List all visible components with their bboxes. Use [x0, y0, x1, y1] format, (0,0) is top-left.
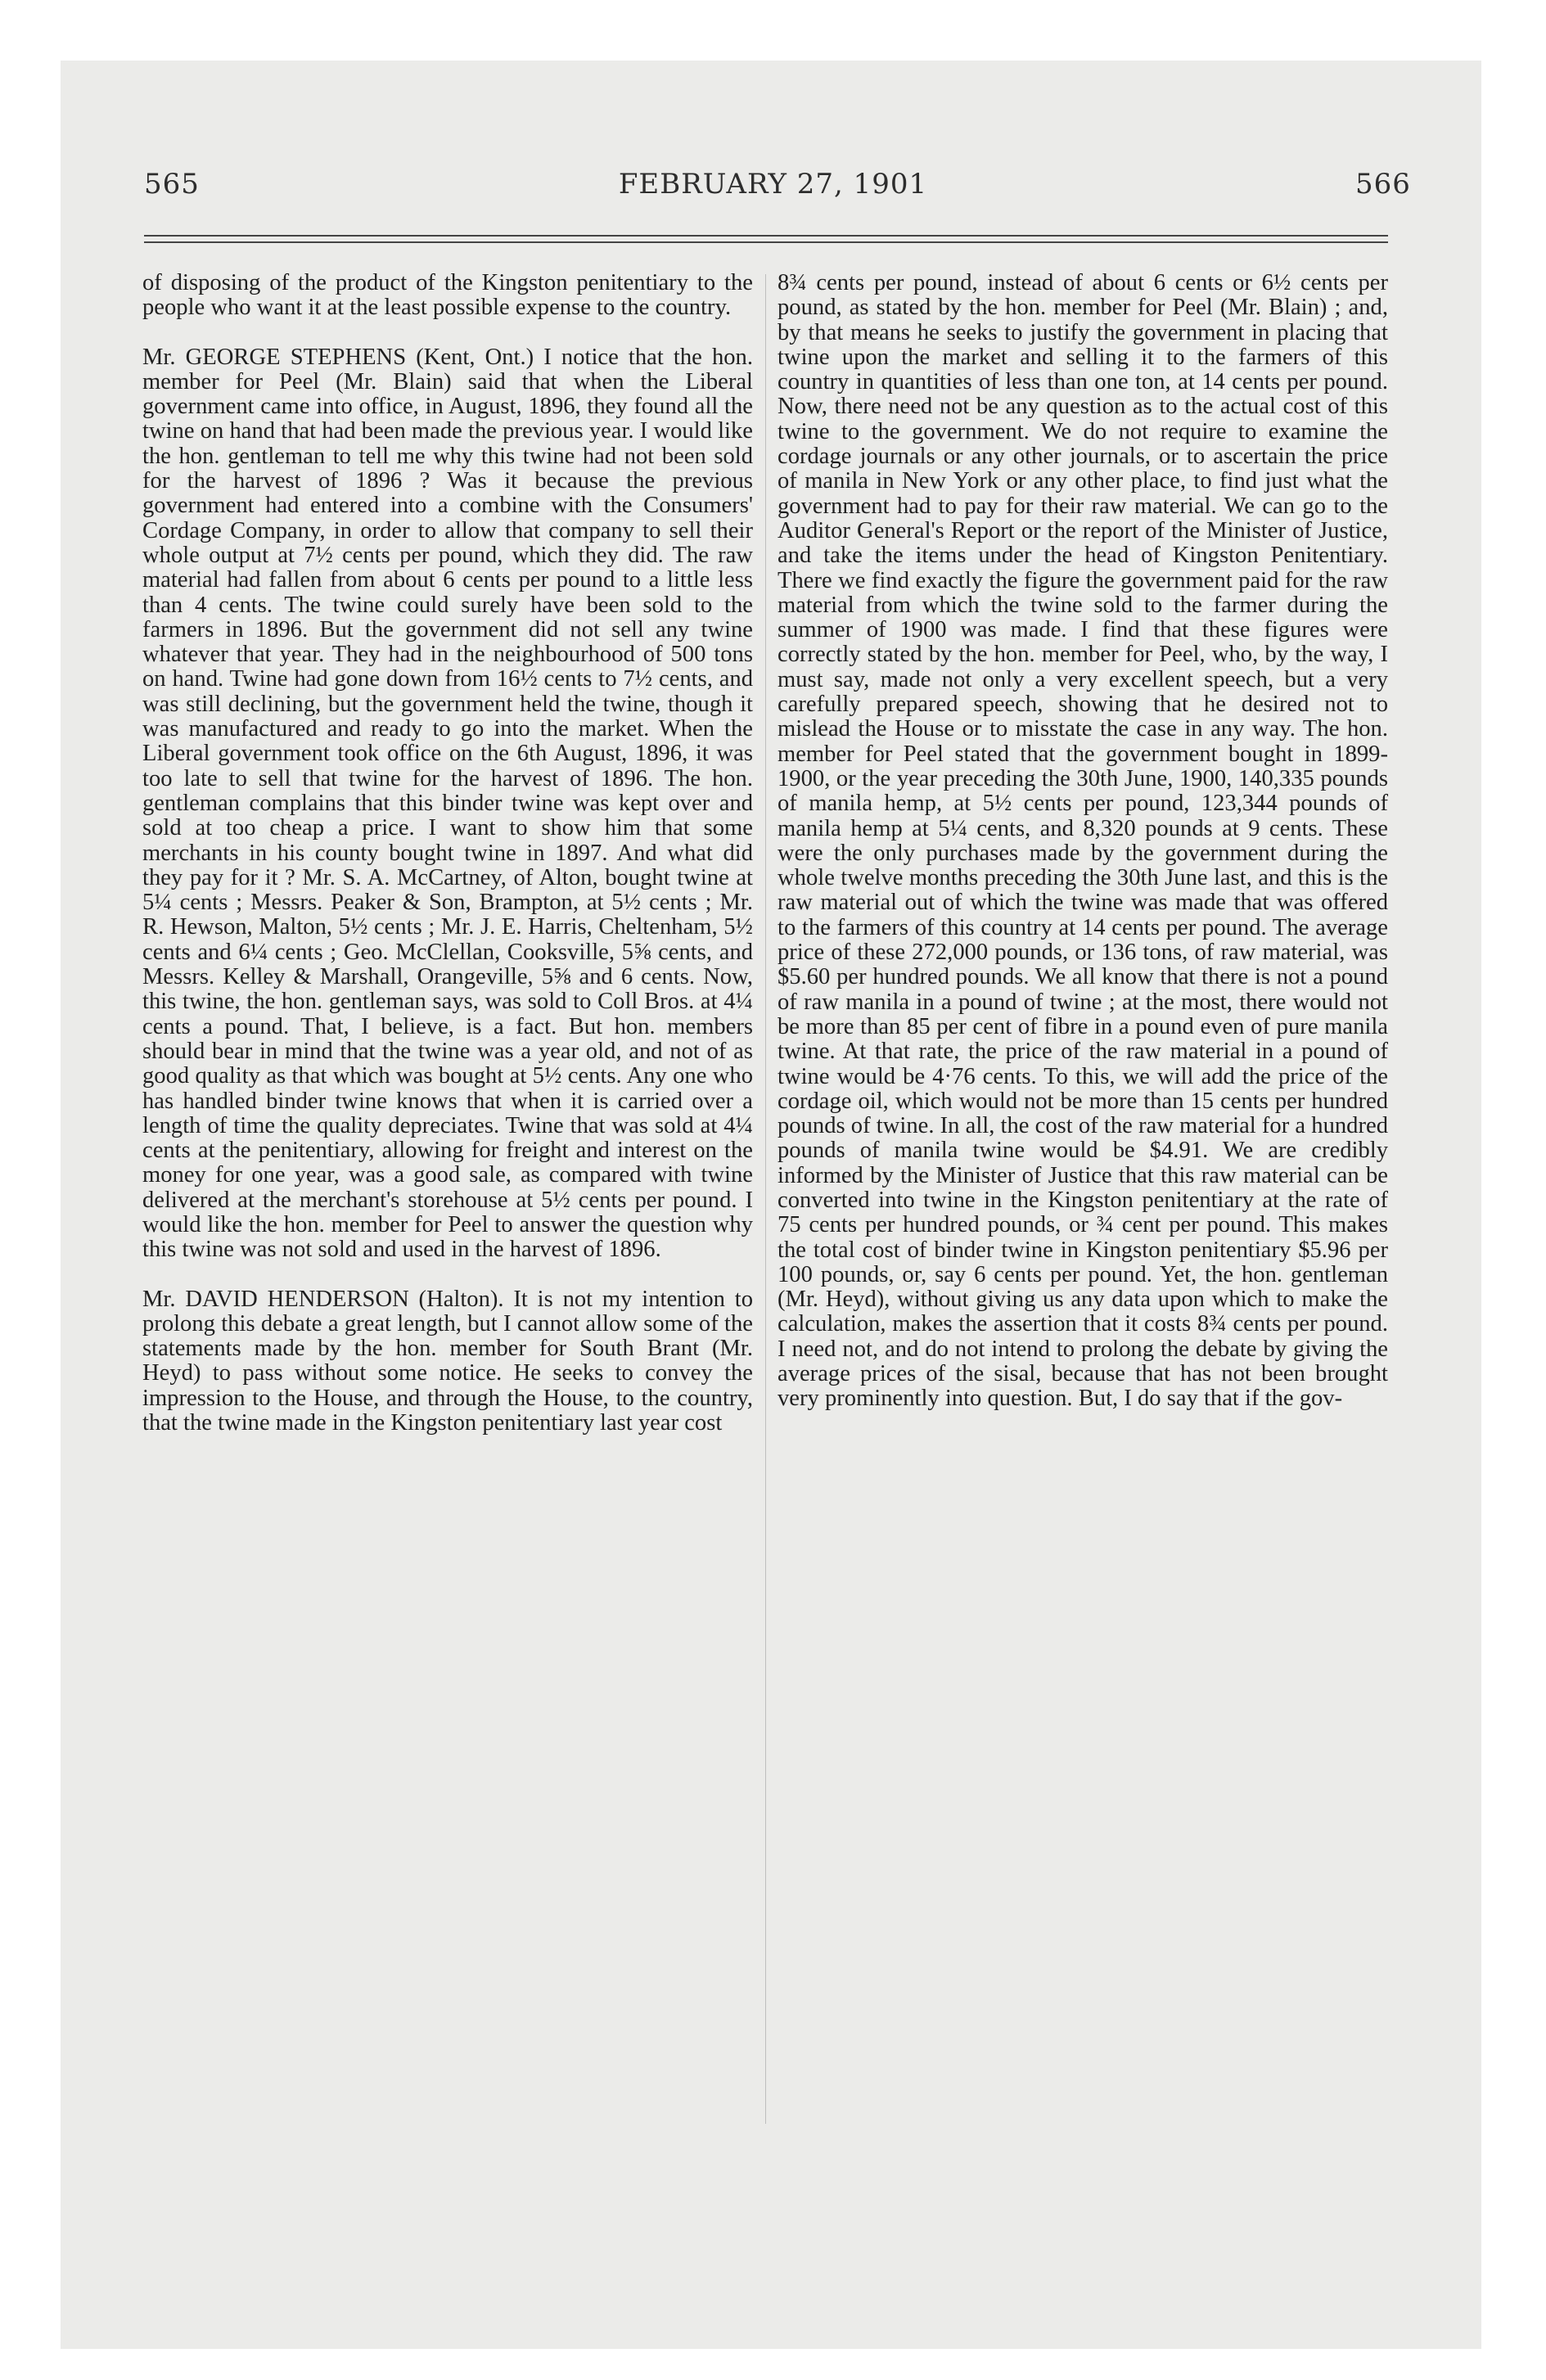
header-rule-bottom [144, 241, 1388, 243]
paragraph-continuation: of disposing of the product of the Kingston penitentiary to the people who want it at the least possible expense to the country. [142, 270, 753, 321]
right-page-number: 566 [1355, 168, 1411, 201]
left-text-column [142, 271, 753, 1436]
left-page-number: 565 [144, 168, 200, 201]
paragraph-henderson-continued: 8¾ cents per pound, instead of about 6 cents or 6½ cents per pound, as stated by the hon. member for Peel (Mr. Blain) ; and, by that means he seeks to justify the government in placing that twine upon the market and selling it to the farmers of this country in quantities of less than one ton, at 14 cents per pound. Now, there need not be any question as to the actual cost of this twine to the government. We do not require to examine the cordage journals or any other journals, or to ascertain the price of manila in New York or any other place, to find just what the government had to pay for their raw material. We can go to the Auditor General's Report or the report of the Minister of Justice, and take the items under the head of Kingston Penitentiary. There we find exactly the figure the government paid for the raw material from which the twine sold to the farmer during the summer of 1900 was made. I find that these figures were correctly stated by the hon. member for Peel, who, by the way, I must say, made not only a very excellent speech, but a very carefully prepared speech, showing that he desired not to mislead the House or to misstate the case in any way. The hon. member for Peel stated that the government bought in 1899-1900, or the year preceding the 30th June, 1900, 140,335 pounds of manila hemp, at 5½ cents per pound, 123,344 pounds of manila hemp at 5¼ cents, and 8,320 pounds at 9 cents. These were the only purchases made by the government during the whole twelve months preceding the 30th June last, and this is the raw material out of which the twine was made that was offered to the farmers of this country at 14 cents per pound. The average price of these 272,000 pounds, or 136 tons, of raw material, was $5.60 per hundred pounds. We all know that there is not a pound of raw manila in a pound of twine ; at the most, there would not be more than 85 per cent of fibre in a pound even of pure manila twine. At that rate, the price of the raw material in a pound of twine would be 4·76 cents. To this, we will add the price of the cordage oil, which would not be more than 15 cents per hundred pounds of twine. In all, the cost of the raw material for a hundred pounds of manila twine would be $4.91. We are credibly informed by the Minister of Justice that this raw material can be converted into twine in the Kingston penitentiary at the rate of 75 cents per hundred pounds, or ¾ cent per pound. This makes the total cost of binder twine in Kingston penitentiary $5.96 per 100 pounds, or, say 6 cents per pound. Yet, the hon. gentleman (Mr. Heyd), without giving us any data upon which to make the calculation, makes the assertion that it costs 8¾ cents per pound. I need not, and do not intend to prolong the debate by giving the average prices of the sisal, because that has not been brought very prominently into question. But, I do say that if the gov- [778, 270, 1388, 1412]
column-divider [765, 274, 766, 2124]
paragraph-henderson-speech: Mr. DAVID HENDERSON (Halton). It is not my intention to prolong this debate a great length, but I cannot allow some of the statements made by the hon. member for South Brant (Mr. Heyd) to pass without some notice. He seeks to convey the impression to the House, and through the House, to the country, that the twine made in the Kingston penitentiary last year cost [142, 1286, 753, 1436]
right-text-column [778, 271, 1388, 1412]
paragraph-stephens-speech: Mr. GEORGE STEPHENS (Kent, Ont.) I notice that the hon. member for Peel (Mr. Blain) said that when the Liberal government came into office, in August, 1896, they found all the twine on hand that had been made the previous year. I would like the hon. gentleman to tell me why this twine had not been sold for the harvest of 1896 ? Was it because the previous government had entered into a combine with the Consumers' Cordage Company, in order to allow that company to sell their whole output at 7½ cents per pound, which they did. The raw material had fallen from about 6 cents per pound to a little less than 4 cents. The twine could surely have been sold to the farmers in 1896. But the government did not sell any twine whatever that year. They had in the neighbourhood of 500 tons on hand. Twine had gone down from 16½ cents to 7½ cents, and was still declining, but the government held the twine, though it was manufactured and ready to go into the market. When the Liberal government took office on the 6th August, 1896, it was too late to sell that twine for the harvest of 1896. The hon. gentleman complains that this binder twine was kept over and sold at too cheap a price. I want to show him that some merchants in his county bought twine in 1897. And what did they pay for it ? Mr. S. A. McCartney, of Alton, bought twine at 5¼ cents ; Messrs. Peaker & Son, Brampton, at 5½ cents ; Mr. R. Hewson, Malton, 5½ cents ; Mr. J. E. Harris, Cheltenham, 5½ cents and 6¼ cents ; Geo. McClellan, Cooksville, 5⅝ cents, and Messrs. Kelley & Marshall, Orangeville, 5⅝ and 6 cents. Now, this twine, the hon. gentleman says, was sold to Coll Bros. at 4¼ cents a pound. That, I believe, is a fact. But hon. members should bear in mind that the twine was a year old, and not of as good quality as that which was bought at 5½ cents. Any one who has handled binder twine knows that when it is carried over a length of time the quality depreciates. Twine that was sold at 4¼ cents at the penitentiary, allowing for freight and interest on the money for one year, was a good sale, as compared with twine delivered at the merchant's storehouse at 5½ cents per pound. I would like the hon. member for Peel to answer the question why this twine was not sold and used in the harvest of 1896. [142, 344, 753, 1263]
header-rule-top [144, 235, 1388, 237]
page-date-heading: FEBRUARY 27, 1901 [618, 168, 928, 201]
